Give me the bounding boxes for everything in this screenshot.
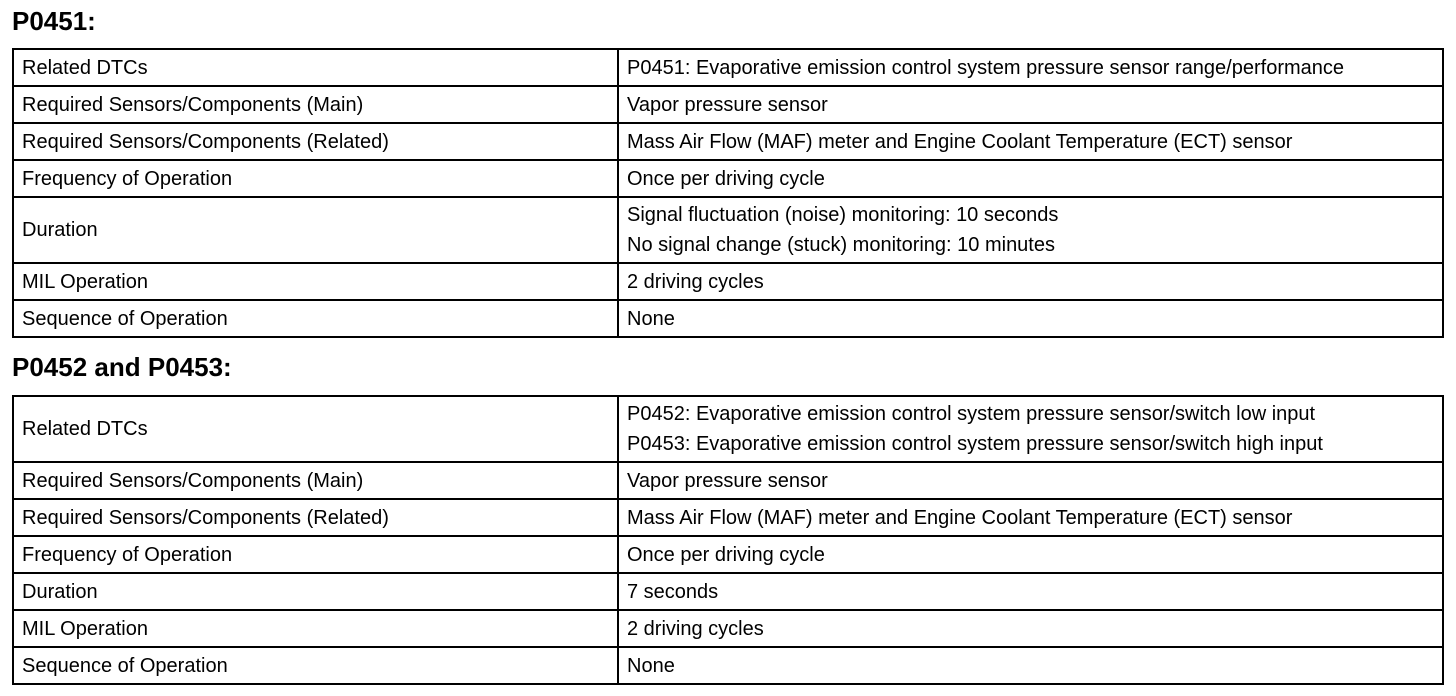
row-label: MIL Operation — [13, 263, 618, 300]
row-value-line: None — [627, 654, 675, 677]
row-value — [618, 86, 1443, 123]
row-value — [618, 300, 1443, 337]
row-value-line: None — [627, 307, 675, 330]
spec-table-p0452-p0453 — [12, 395, 1444, 685]
row-value — [618, 647, 1443, 684]
table-row — [13, 263, 1443, 300]
row-label: Required Sensors/Components (Related) — [13, 499, 618, 536]
row-value — [618, 462, 1443, 499]
row-value-line: 7 seconds — [627, 580, 719, 603]
row-label: Required Sensors/Components (Main) — [13, 462, 618, 499]
row-label: Required Sensors/Components (Main) — [13, 86, 618, 123]
table-row — [13, 396, 1443, 462]
row-label: Frequency of Operation — [13, 160, 618, 197]
row-value-line: Vapor pressure sensor — [627, 469, 828, 492]
table-row — [13, 160, 1443, 197]
row-value — [618, 573, 1443, 610]
table-row — [13, 123, 1443, 160]
row-value-line: P0452: Evaporative emission control system pressure sensor/switch low input — [627, 403, 1316, 425]
row-label: Related DTCs — [13, 49, 618, 86]
section-heading-p0451: P0451: — [12, 6, 96, 36]
table-row — [13, 300, 1443, 337]
row-value-line: Mass Air Flow (MAF) meter and Engine Coolant Temperature (ECT) sensor — [627, 130, 1293, 153]
row-value-line: 2 driving cycles — [627, 617, 764, 640]
row-label: Sequence of Operation — [13, 300, 618, 337]
row-value-line: P0453: Evaporative emission control system pressure sensor/switch high input — [627, 433, 1323, 455]
row-value — [618, 499, 1443, 536]
table-row — [13, 573, 1443, 610]
row-value-line: P0451: Evaporative emission control system pressure sensor range/performance — [627, 56, 1345, 79]
table-row — [13, 499, 1443, 536]
row-value-line: Vapor pressure sensor — [627, 93, 828, 116]
row-value-line: 2 driving cycles — [627, 270, 764, 293]
row-label: Frequency of Operation — [13, 536, 618, 573]
row-value — [618, 536, 1443, 573]
row-value-line: Once per driving cycle — [627, 543, 825, 566]
row-value — [618, 263, 1443, 300]
row-value-line: Mass Air Flow (MAF) meter and Engine Coolant Temperature (ECT) sensor — [627, 506, 1293, 529]
row-label: Required Sensors/Components (Related) — [13, 123, 618, 160]
row-value — [618, 123, 1443, 160]
row-value — [618, 197, 1443, 263]
table-row — [13, 197, 1443, 263]
row-label: Duration — [13, 197, 618, 263]
table-row — [13, 462, 1443, 499]
row-label: Duration — [13, 573, 618, 610]
row-value — [618, 396, 1443, 462]
row-value — [618, 160, 1443, 197]
row-value-line: Once per driving cycle — [627, 167, 825, 190]
row-label: MIL Operation — [13, 610, 618, 647]
row-value — [618, 610, 1443, 647]
row-label: Related DTCs — [13, 396, 618, 462]
table-row — [13, 536, 1443, 573]
table-row — [13, 647, 1443, 684]
table-row — [13, 49, 1443, 86]
row-value — [618, 49, 1443, 86]
table-row — [13, 86, 1443, 123]
row-value-line: Signal fluctuation (noise) monitoring: 10 seconds — [627, 204, 1059, 226]
table-row — [13, 610, 1443, 647]
row-value-line: No signal change (stuck) monitoring: 10 minutes — [627, 234, 1055, 256]
row-label: Sequence of Operation — [13, 647, 618, 684]
spec-table-p0451 — [12, 48, 1444, 338]
section-heading-p0452-p0453: P0452 and P0453: — [12, 352, 232, 382]
